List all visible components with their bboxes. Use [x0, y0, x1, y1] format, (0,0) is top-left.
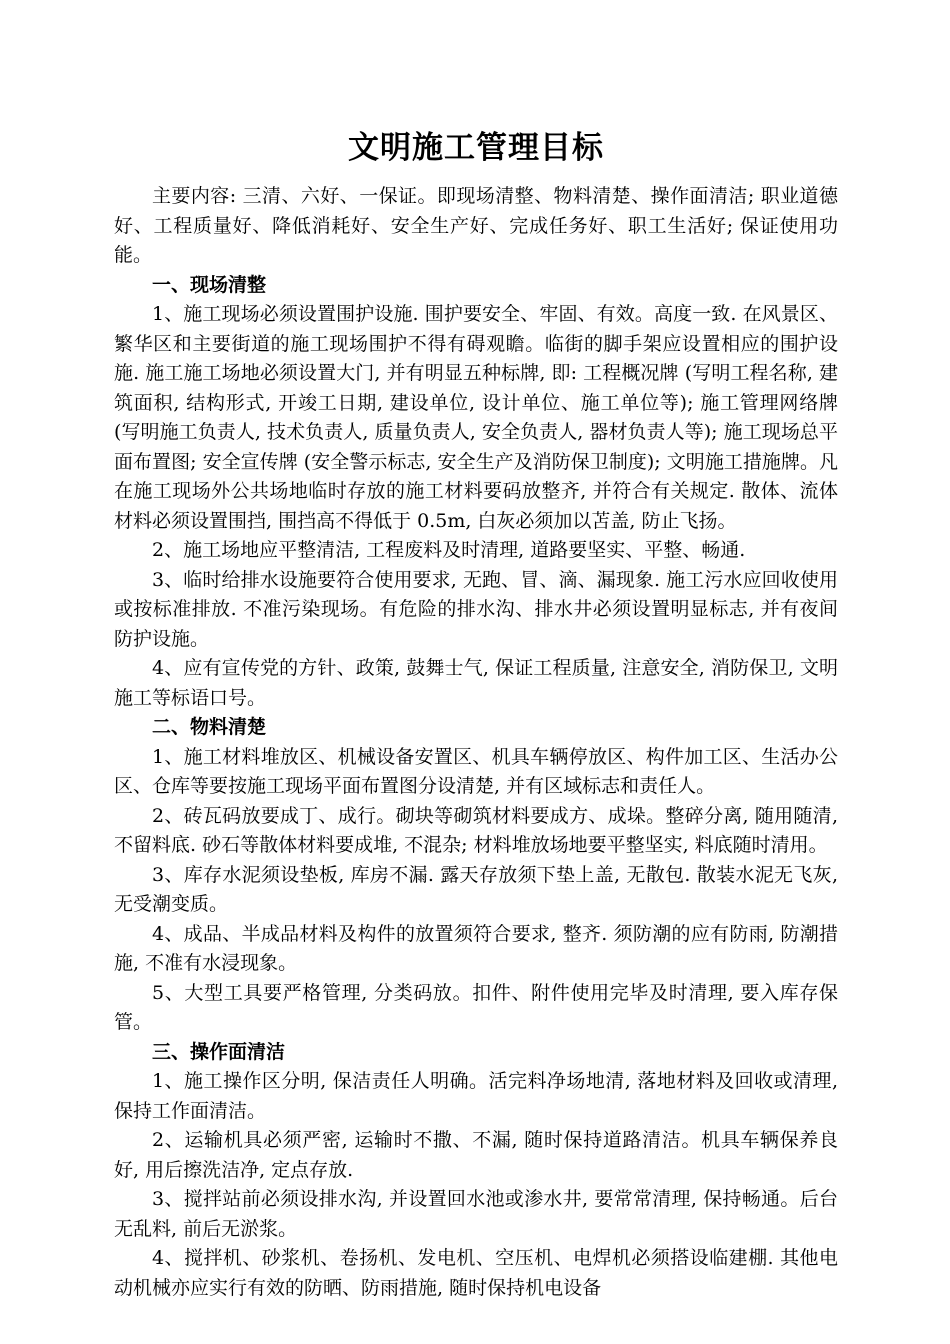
- section-heading-materials: 二、物料清楚: [152, 716, 267, 738]
- document-title: 文明施工管理目标: [348, 130, 604, 166]
- section-heading-work-surface: 三、操作面清洁: [152, 1040, 286, 1063]
- paragraph: 2、施工场地应平整清洁, 工程废料及时清理, 道路要坚实、平整、畅通.: [152, 539, 746, 561]
- paragraph: 1、施工操作区分明, 保洁责任人明确。活完料净场地清, 落地材料及回收或清理, 保持工作面清洁。: [114, 1070, 838, 1122]
- paragraph: 4、成品、半成品材料及构件的放置须符合要求, 整齐. 须防潮的应有防雨, 防潮措施, 不准有水浸现象。: [114, 922, 838, 974]
- intro-paragraph: 主要内容: 三清、六好、一保证。即现场清整、物料清楚、操作面清洁; 职业道德好、工程质量好、降低消耗好、安全生产好、完成任务好、职工生活好; 保证使用功能。: [114, 185, 838, 266]
- paragraph: 3、搅拌站前必须设排水沟, 并设置回水池或渗水井, 要常常清理, 保持畅通。后台无乱料, 前后无淤浆。: [114, 1188, 838, 1240]
- paragraph: 5、大型工具要严格管理, 分类码放。扣件、附件使用完毕及时清理, 要入库存保管。: [114, 981, 838, 1033]
- paragraph: 3、库存水泥须设垫板, 库房不漏. 露天存放须下垫上盖, 无散包. 散装水泥无飞灰, 无受潮变质。: [114, 863, 838, 915]
- paragraph: 2、运输机具必须严密, 运输时不撒、不漏, 随时保持道路清洁。机具车辆保养良好, 用后擦洗洁净, 定点存放.: [114, 1129, 838, 1181]
- document-page: [114, 118, 838, 1303]
- paragraph: 2、砖瓦码放要成丁、成行。砌块等砌筑材料要成方、成垛。整碎分离, 随用随清, 不留料底. 砂石等散体材料要成堆, 不混杂; 材料堆放场地要平整坚实, 料底随时清用。: [114, 804, 838, 856]
- paragraph: 1、施工材料堆放区、机械设备安置区、机具车辆停放区、构件加工区、生活办公区、仓库等要按施工现场平面布置图分设清楚, 并有区域标志和责任人。: [114, 745, 838, 797]
- paragraph: 3、临时给排水设施要符合使用要求, 无跑、冒、滴、漏现象. 施工污水应回收使用或按标准排放. 不准污染现场。有危险的排水沟、排水井必须设置明显标志, 并有夜间防护设施。: [114, 568, 838, 650]
- paragraph: 4、搅拌机、砂浆机、卷扬机、发电机、空压机、电焊机必须搭设临建棚. 其他电动机械亦应实行有效的防晒、防雨措施, 随时保持机电设备: [114, 1247, 838, 1299]
- paragraph: 4、应有宣传党的方针、政策, 鼓舞士气, 保证工程质量, 注意安全, 消防保卫, 文明施工等标语口号。: [114, 657, 838, 709]
- section-heading-site-cleanup: 一、现场清整: [152, 273, 267, 296]
- paragraph: 1、施工现场必须设置围护设施. 围护要安全、牢固、有效。高度一致. 在风景区、繁华区和主要街道的施工现场围护不得有碍观瞻。临街的脚手架应设置相应的围护设施. 施工施工场地必须设置大门, 并有明显五种标牌, 即: 工程概况牌 (写明工程名称, 建筑面积, 结构形式, 开竣工日期, 建设单位, 设计单位、施工单位等); 施工管理网络牌 (写明施工负责人, 技术负责人, 质量负责人, 安全负责人, 器材负责人等); 施工现场总平面布置图; 安全宣传牌 (安全警示标志, 安全生产及消防保卫制度); 文明施工措施牌。凡在施工现场外公共场地临时存放的施工材料要码放整齐, 并符合有关规定. 散体、流体材料必须设置围挡, 围挡高不得低于 0.5m, 白灰必须加以苫盖, 防止飞扬。: [114, 303, 838, 532]
